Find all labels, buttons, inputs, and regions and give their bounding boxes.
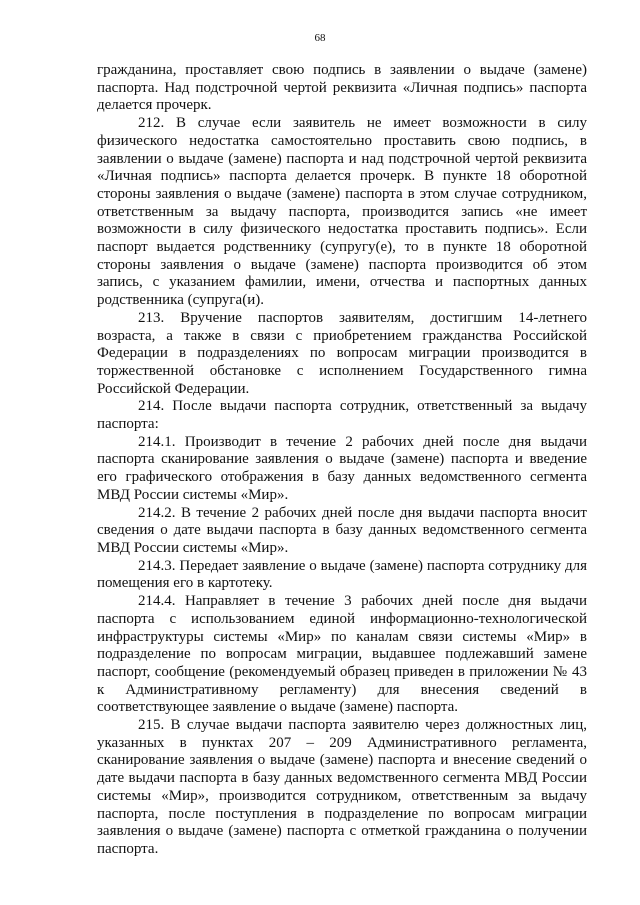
paragraph-214-1: 214.1. Производит в течение 2 рабочих дней после дня выдачи паспорта сканирование заявления о выдаче (замене) паспорта и введение его графического отображения в базу данных ведомственного сегмента МВД России системы «Мир».	[97, 433, 587, 503]
paragraph-continuation: гражданина, проставляет свою подпись в заявлении о выдаче (замене) паспорта. Над подстрочной чертой реквизита «Личная подпись» паспорта делается прочерк.	[97, 62, 587, 114]
paragraph-212: 212. В случае если заявитель не имеет возможности в силу физического недостатка самостоятельно проставить свою подпись, в заявлении о выдаче (замене) паспорта и над подстрочной чертой реквизита «Личная подпись» паспорта делается прочерк. В пункте 18 оборотной стороны заявления о выдаче (замене) паспорта в этом случае сотрудником, ответственным за выдачу паспорта, производится запись «не имеет возможности в силу физического недостатка проставить подпись». Если паспорт выдается родственнику (супругу(е), то в пункте 18 оборотной стороны заявления о выдаче (замене) паспорта производится об этом запись, с указанием фамилии, имени, отчества и паспортных данных родственника (супруга(и).	[97, 115, 587, 309]
document-body	[97, 62, 587, 859]
paragraph-214: 214. После выдачи паспорта сотрудник, ответственный за выдачу паспорта:	[97, 398, 587, 433]
paragraph-214-4: 214.4. Направляет в течение 3 рабочих дней после дня выдачи паспорта с использованием единой информационно-технологической инфраструктуры системы «Мир» по каналам связи системы «Мир» в подразделение по вопросам миграции, выдавшее подлежавший замене паспорт, сообщение (рекомендуемый образец приведен в приложении № 43 к Административному регламенту) для внесения сведений в соответствующее заявление о выдаче (замене) паспорта.	[97, 593, 587, 716]
paragraph-214-3: 214.3. Передает заявление о выдаче (замене) паспорта сотруднику для помещения его в картотеку.	[97, 557, 587, 592]
paragraph-214-2: 214.2. В течение 2 рабочих дней после дня выдачи паспорта вносит сведения о дате выдачи паспорта в базу данных ведомственного сегмента МВД России системы «Мир».	[97, 504, 587, 556]
paragraph-215: 215. В случае выдачи паспорта заявителю через должностных лиц, указанных в пунктах 207 – 209 Административного регламента, сканирование заявления о выдаче (замене) паспорта и внесение сведений о дате выдачи паспорта в базу данных ведомственного сегмента МВД России системы «Мир», производится сотрудником, ответственным за выдачу паспорта, после поступления в подразделение по вопросам миграции заявления о выдаче (замене) паспорта с отметкой гражданина о получении паспорта.	[97, 717, 587, 857]
paragraph-213: 213. Вручение паспортов заявителям, достигшим 14-летнего возраста, а также в связи с приобретением гражданства Российской Федерации в подразделениях по вопросам миграции производится в торжественной обстановке с исполнением Государственного гимна Российской Федерации.	[97, 309, 587, 397]
page-number: 68	[314, 32, 326, 44]
